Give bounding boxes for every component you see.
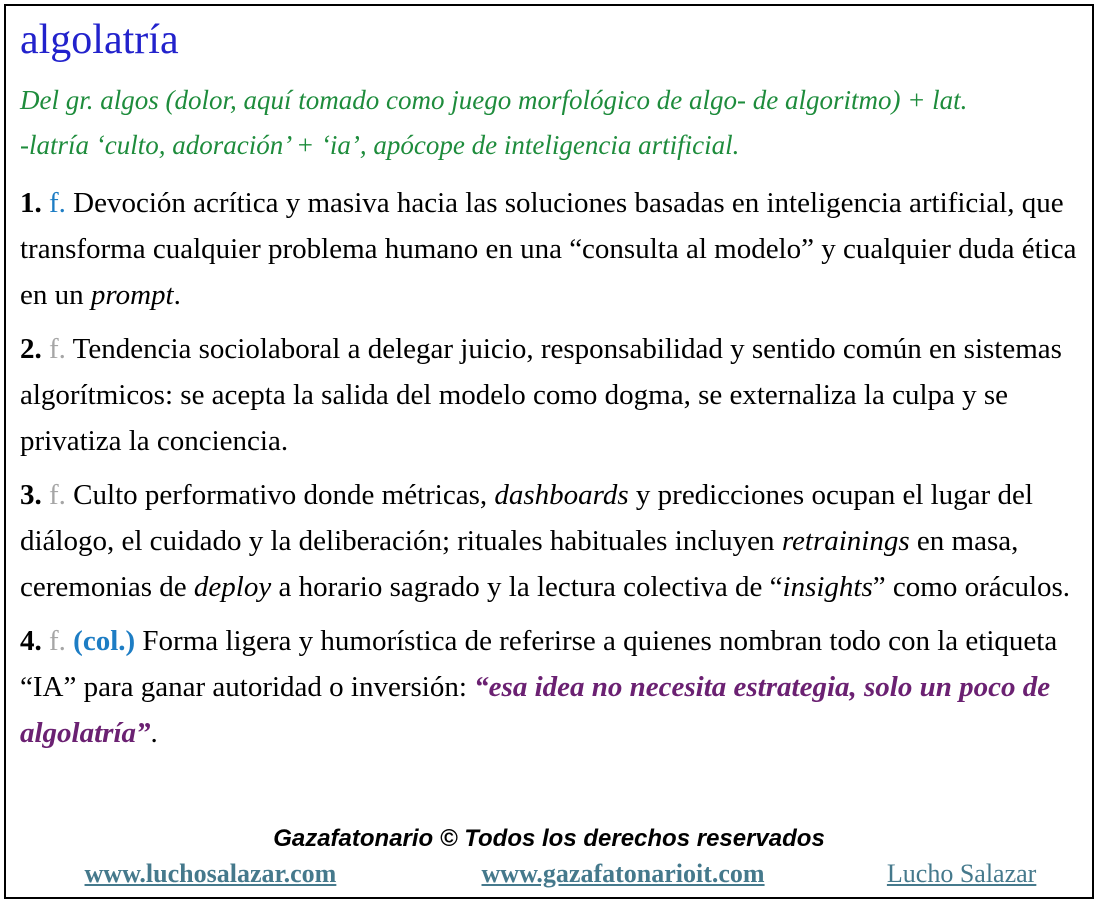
etymology-block (20, 78, 1078, 168)
definition-text: a horario sagrado y la lectura colectiva de “ (271, 571, 783, 604)
footer-cell-middle (401, 857, 845, 891)
definition-text: Tendencia sociolaboral a delegar juicio, responsabilidad y sentido común en sistemas algorítmicos: se acepta la salida del modelo como dogma, se externaliza la culpa y se privatiza la conciencia. (20, 333, 1062, 458)
definition-text: Devoción acrítica y masiva hacia las soluciones basadas en inteligencia artificial, que transforma cualquier problema humano en una “consulta al modelo” y cualquier duda ética en un (20, 187, 1077, 312)
definition-list (20, 180, 1078, 764)
etymology-line-2: -latría ‘culto, adoración’ + ‘ia’, apócope de inteligencia artificial. (20, 130, 740, 161)
definition-number: 2. (20, 333, 49, 366)
dictionary-entry-page (4, 4, 1094, 899)
link-luchosalazar[interactable]: www.luchosalazar.com (84, 859, 337, 888)
footer-cell-right (845, 857, 1078, 891)
definition-text: . (173, 279, 181, 312)
etymology-line-1: Del gr. algos (dolor, aquí tomado como juego morfológico de algo- de algoritmo) + lat. (20, 85, 968, 116)
definition-text: y predicciones ocupan el lugar del diálogo, el cuidado y la deliberación; rituales habituales incluyen (20, 479, 1033, 558)
foreign-term: insights (782, 571, 873, 604)
definition-number: 1. (20, 187, 49, 220)
link-lucho-salazar[interactable]: Lucho Salazar (886, 859, 1037, 888)
definition-text: Culto performativo donde métricas, (73, 479, 495, 512)
gender-abbr: f. (49, 625, 74, 658)
copyright-line: Gazafatonario © Todos los derechos reservados (273, 825, 825, 852)
gender-abbr: f. (49, 479, 74, 512)
footer-cell-left (20, 857, 401, 891)
definition-text: en masa, ceremonias de (20, 525, 1019, 604)
gender-abbr: f. (49, 187, 74, 220)
definition-text: ” como oráculos. (872, 571, 1071, 604)
definition-2 (20, 326, 1078, 464)
entry-title: algolatría (20, 17, 179, 63)
footer-links (20, 857, 1078, 891)
link-gazafatonarioit[interactable]: www.gazafatonarioit.com (481, 859, 765, 888)
foreign-term: prompt (90, 279, 174, 312)
foreign-term: dashboards (494, 479, 629, 512)
definition-number: 4. (20, 625, 49, 658)
definition-4 (20, 618, 1078, 756)
definition-3 (20, 472, 1078, 610)
example-quote: “esa idea no necesita estrategia, solo un poco de algolatría” (20, 671, 1051, 750)
footer (20, 823, 1078, 891)
gender-abbr: f. (49, 333, 73, 366)
foreign-term: retrainings (781, 525, 910, 558)
definition-number: 3. (20, 479, 49, 512)
definition-text: Forma ligera y humorística de referirse a quienes nombran todo con la etiqueta “IA” para ganar autoridad o inversión: (20, 625, 1058, 704)
foreign-term: deploy (193, 571, 272, 604)
definition-text: . (150, 717, 158, 750)
definition-1 (20, 180, 1078, 318)
colloquial-label: (col.) (73, 625, 143, 658)
